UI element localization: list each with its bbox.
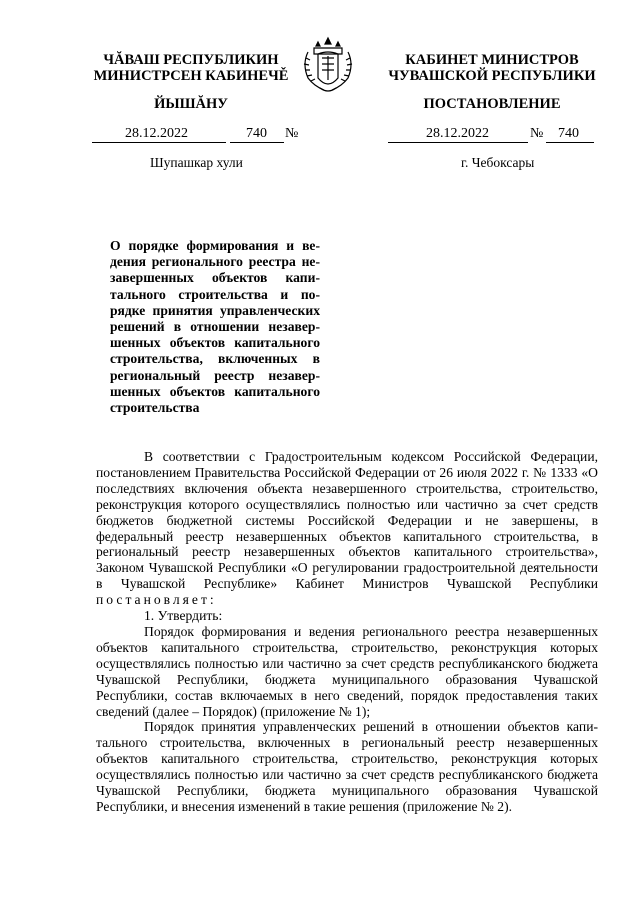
- left-no-sign: №: [285, 126, 299, 141]
- right-no-sign: №: [530, 126, 544, 141]
- right-date-underline: [388, 142, 528, 143]
- right-doc-type: ПОСТАНОВЛЕНИЕ: [423, 96, 561, 112]
- body-paragraph-appendix-2: Порядок принятия управленческих решений в отношении объектов капитального строительства, включенных в региональный реестр незавершенных объектов капитального строительства, строительство, реконструкция которых осуществлялись полностью или частично за счет средств республиканского бюджета Чувашской Республики, бюджета муниципального образования Чувашской Республики, и внесения изменений в такие решения (приложение № 2).: [96, 719, 598, 814]
- body-paragraph-appendix-1: Порядок формирования и ведения регионального реестра незавершенных объектов капитального строительства, строительство, реконструкция которых осуществлялись полностью или частично за счет средств республиканского бюджета Чувашской Республики, бюджета муниципального образования Чувашской Республики, состав включаемых в него сведений, порядок предоставления таких сведений (далее – Порядок) (приложение № 1);: [96, 623, 598, 719]
- preamble-resolves: постановляет:: [96, 592, 217, 608]
- body-paragraph-preamble: [96, 449, 598, 608]
- left-date: 28.12.2022: [125, 126, 188, 141]
- chuvash-emblem-icon: [298, 34, 358, 96]
- preamble-text: В соответствии с Градостроительным кодексом Российской Федерации, постановлением Правительства Российской Федерации от 26 июля 2022 г. № 1333 «О последствиях включения объекта незавершенного строительства, строительство, реконструкция которого осуществлялись полностью или частично за счет средств бюджетов бюджетной системы Российской Федерации и не завершены, в федеральный реестр незавершенных объектов капитального строительства, в региональный реестр незавершенных объектов капитального строительства», Законом Чувашской Республики «О регулировании градостроительной деятельности в Чувашской Республике» Кабинет Министров Чувашской Республики: [96, 449, 598, 592]
- left-number-underline: [230, 142, 284, 143]
- left-issuer-title: ЧĂВАШ РЕСПУБЛИКИН МИНИСТРСЕН КАБИНЕЧĚ: [93, 52, 289, 84]
- right-issuer-title: КАБИНЕТ МИНИСТРОВ ЧУВАШСКОЙ РЕСПУБЛИКИ: [388, 52, 596, 84]
- left-date-underline: [92, 142, 226, 143]
- left-number: 740: [246, 126, 267, 141]
- body-paragraph-item-1: 1. Утвердить:: [144, 608, 223, 624]
- document-subject: О порядке формирования и ведения регионального реестра незавершенных объектов капитального строительства и порядке принятия управленческих решений в отношении незавершенных объектов капитального строительства, включенных в региональный реестр незавершенных объектов капитального строительства: [110, 238, 320, 416]
- right-number: 740: [558, 126, 579, 141]
- left-place: Шупашкар хули: [150, 155, 243, 170]
- right-number-line: [388, 126, 598, 144]
- right-number-underline: [546, 142, 594, 143]
- left-doc-type: ЙЫШĂНУ: [154, 96, 228, 112]
- right-date: 28.12.2022: [426, 126, 489, 141]
- left-number-line: [88, 126, 308, 144]
- right-place: г. Чебоксары: [461, 155, 535, 170]
- document-body: [96, 449, 598, 815]
